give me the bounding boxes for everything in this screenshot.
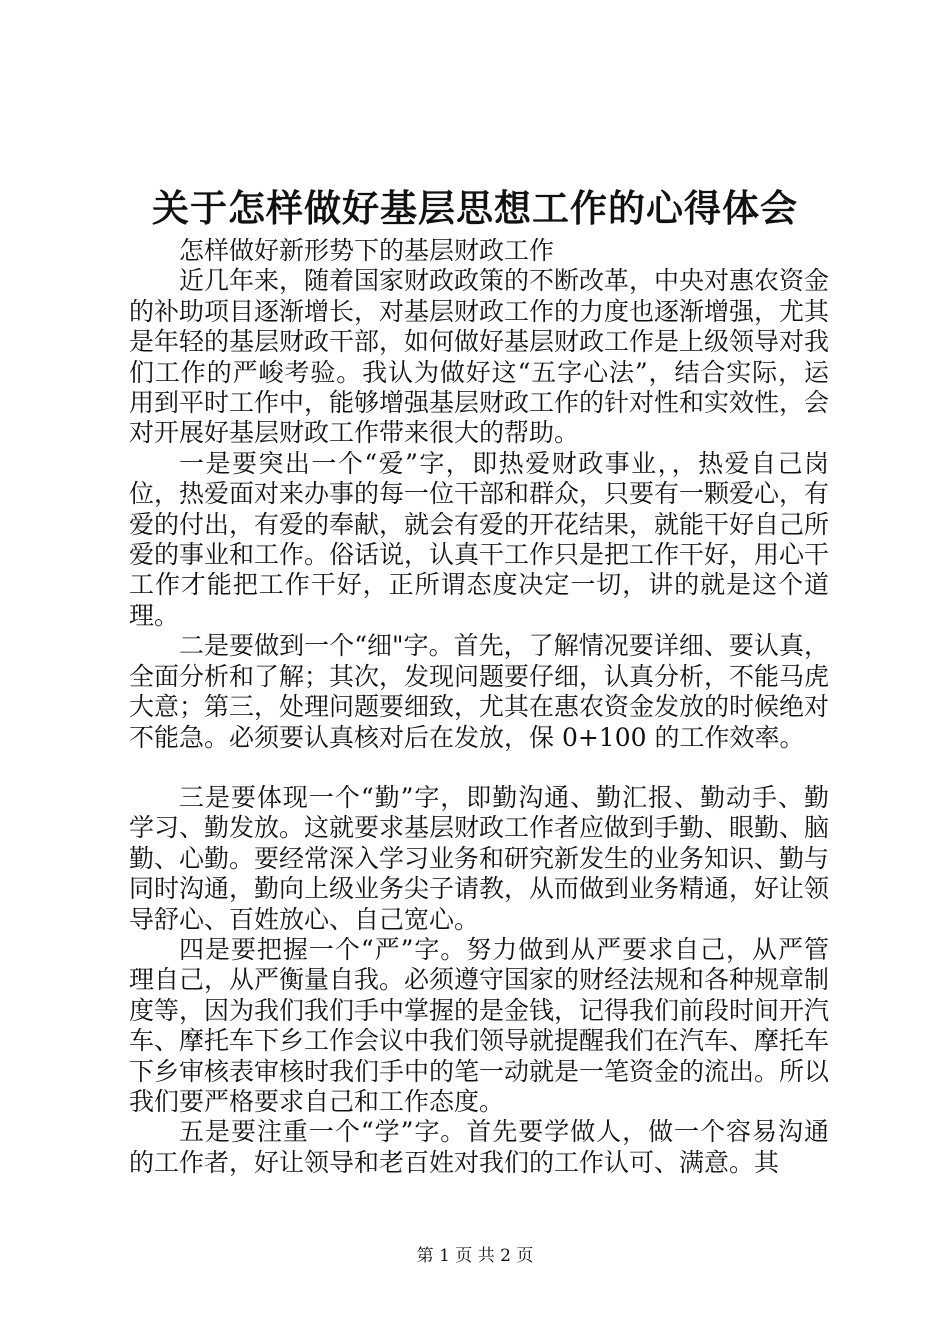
- intro-paragraph: 近几年来，随着国家财政政策的不断改革，中央对惠农资金的补助项目逐渐增长，对基层财政工作的力度也逐渐增强，尤其是年轻的基层财政干部，如何做好基层财政工作是上级领导对我们工作的严峻考验。我认为做好这“五字心法”，结合实际，运用到平时工作中，能够增强基层财政工作的针对性和实效性，会对开展好基层财政工作带来很大的帮助。: [129, 266, 830, 448]
- strict-paragraph: 四是要把握一个“严”字。努力做到从严要求自己，从严管理自己，从严衡量自我。必须遵守国家的财经法规和各种规章制度等，因为我们我们手中掌握的是金钱，记得我们前段时间开汽车、摩托车下乡工作会议中我们领导就提醒我们在汽车、摩托车下乡审核表审核时我们手中的笔一动就是一笔资金的流出。所以我们要严格要求自己和工作态度。: [129, 934, 830, 1116]
- document-title: 关于怎样做好基层思想工作的心得体会: [152, 186, 798, 230]
- love-paragraph: 一是要突出一个“爱”字，即热爱财政事业，，热爱自己岗位，热爱面对来办事的每一位干部和群众，只要有一颗爱心，有爱的付出，有爱的奉献，就会有爱的开花结果，就能干好自己所爱的事业和工作。俗话说，认真干工作只是把工作干好，用心干工作才能把工作干好，正所谓态度决定一切，讲的就是这个道理。: [129, 448, 830, 630]
- detail-paragraph: 二是要做到一个“细"字。首先，了解情况要详细、要认真，全面分析和了解；其次，发现问题要仔细，认真分析，不能马虎大意；第三，处理问题要细致，尤其在惠农资金发放的时候绝对不能急。必须要认真核对后在发放，保 0+100 的工作效率。: [129, 631, 830, 752]
- page-footer: 第 1 页 共 2 页: [416, 1246, 534, 1266]
- document-body: [129, 236, 829, 1178]
- subtitle-paragraph: 怎样做好新形势下的基层财政工作: [179, 236, 555, 265]
- diligence-paragraph: 三是要体现一个“勤”字，即勤沟通、勤汇报、勤动手、勤学习、勤发放。这就要求基层财政工作者应做到手勤、眼勤、脑勤、心勤。要经常深入学习业务和研究新发生的业务知识、勤与同时沟通，勤向上级业务尖子请教，从而做到业务精通，好让领导舒心、百姓放心、自己宽心。: [129, 782, 830, 934]
- learn-paragraph: 五是要注重一个“学”字。首先要学做人，做一个容易沟通的工作者，好让领导和老百姓对我们的工作认可、满意。其: [129, 1117, 829, 1177]
